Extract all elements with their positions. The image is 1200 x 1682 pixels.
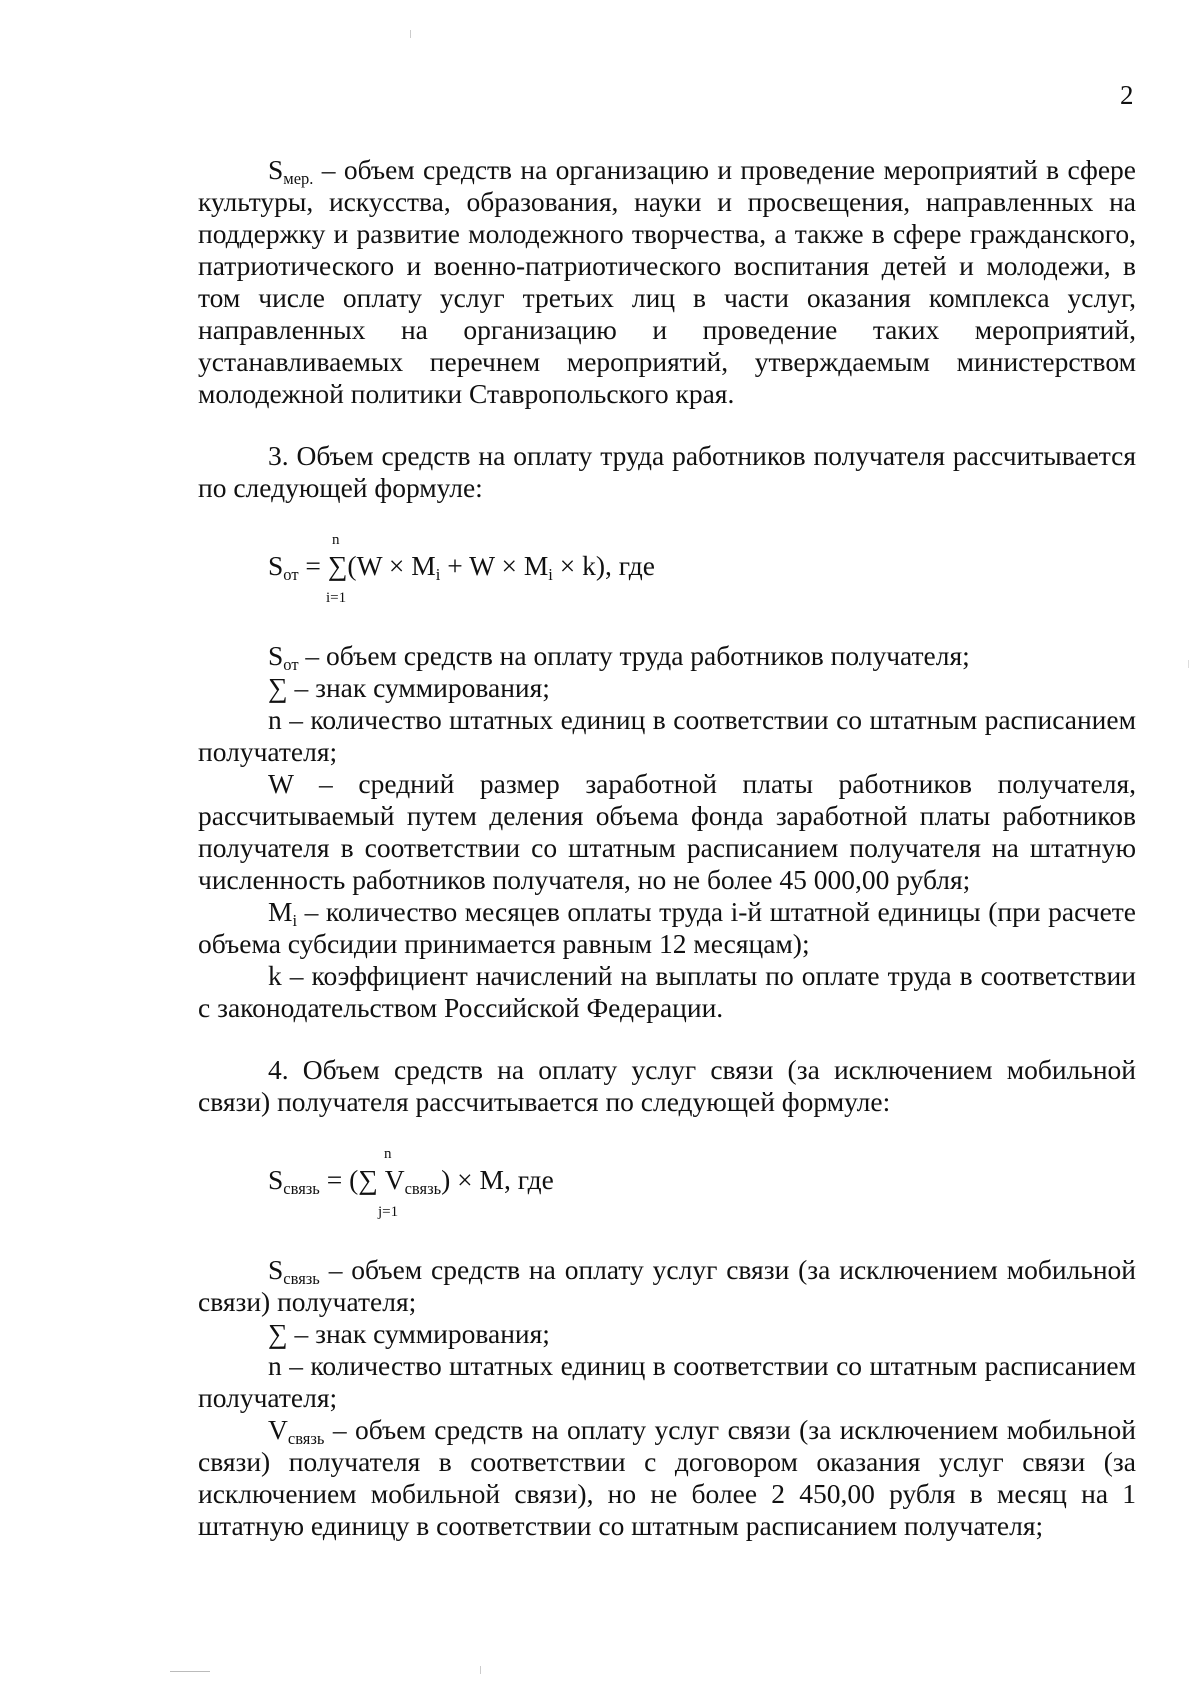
def-mi: $M_i$ – количество месяцев оплаты труда i-й штатной единицы (при расчете объема субсидии принимается равным 12 месяцам); — [198, 896, 1136, 959]
formula-line: $S_{связь}$ = (∑ $V_{связь}) \times M$, где — [268, 1164, 554, 1198]
sum-upper-limit: n — [332, 532, 340, 548]
def-vsvyaz: $V_{связь}$ – объем средств на оплату услуг связи (за исключением мобильной связи) получателя в соответствии с договором оказания услуг связи (за исключением мобильной связи), но не более 2 450,00 рубля в месяц на 1 штатную единицу в соответствии со штатным расписанием получателя; — [198, 1414, 1136, 1541]
sigma-symbol: ∑ — [358, 1164, 378, 1195]
page-number: 2 — [1120, 80, 1134, 110]
section-4-intro: 4. Объем средств на оплату услуг связи (за исключением мобильной связи) получателя рассчитывается по следующей формуле: — [198, 1054, 1136, 1117]
formula-line: $S_{от} = \sum(W \times M_i + W \times M_i \times k)$, где — [268, 550, 655, 584]
def-w: W – средний размер заработной платы работников получателя, рассчитываемый путем деления объема фонда заработной платы работников получателя в соответствии со штатным расписанием получателя на штатную численность работников получателя, но не более 45 000,00 рубля; — [198, 768, 1136, 895]
scan-mark — [1188, 660, 1189, 668]
def-k: k – коэффициент начислений на выплаты по оплате труда в соответствии с законодательством Российской Федерации. — [198, 960, 1136, 1023]
def-ssvyaz: $S_{связь}$ – объем средств на оплату услуг связи (за исключением мобильной связи) получателя; — [198, 1254, 1136, 1317]
sum-upper-limit: n — [384, 1146, 392, 1162]
section-3-intro: 3. Объем средств на оплату труда работников получателя рассчитывается по следующей формуле: — [198, 440, 1136, 503]
formula-ssvyaz — [198, 1138, 1136, 1230]
symbol-s: S — [268, 154, 284, 185]
paragraph-text: – объем средств на организацию и проведение мероприятий в сфере культуры, искусства, образования, науки и просвещения, направленных на поддержку и развитие молодежного творчества, а также в сфере гражданского, патриотического и военно-патриотического воспитания детей и молодежи, в том числе оплату услуг третьих лиц в части оказания комплекса услуг, направленных на организацию и проведение таких мероприятий, устанавливаемых перечнем мероприятий, утверждаемым министерством молодежной политики Ставропольского края. — [198, 154, 1136, 409]
def-n-2: n – количество штатных единиц в соответствии со штатным расписанием получателя; — [198, 1350, 1136, 1413]
sigma-symbol: ∑ — [327, 550, 348, 581]
def-sigma-2: ∑ – знак суммирования; — [268, 1318, 550, 1349]
formula-sot — [198, 524, 1136, 616]
def-sot: $S_{от}$ – объем средств на оплату труда работников получателя; — [268, 640, 970, 674]
sum-lower-limit: j=1 — [378, 1204, 399, 1220]
scan-mark — [410, 30, 411, 38]
scan-mark — [480, 1666, 481, 1674]
subscript: мер. — [283, 168, 314, 188]
footer-line — [170, 1671, 210, 1672]
document-body — [198, 154, 1136, 1542]
paragraph-smer — [198, 154, 1136, 410]
def-n: n – количество штатных единиц в соответствии со штатным расписанием получателя; — [198, 704, 1136, 767]
sum-lower-limit: i=1 — [326, 590, 347, 606]
def-sigma: ∑ – знак суммирования; — [268, 672, 550, 703]
